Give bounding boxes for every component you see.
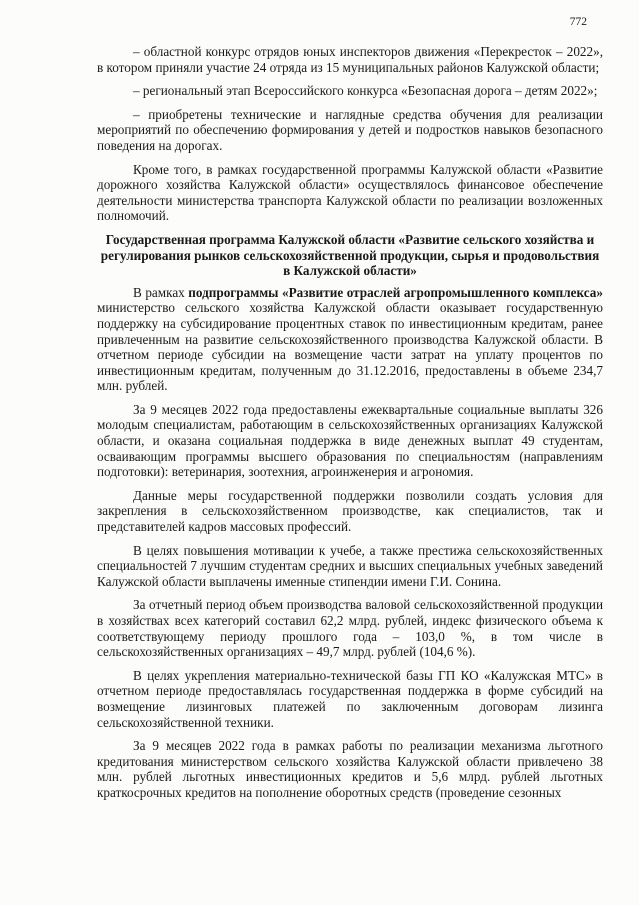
document-body: [97, 44, 603, 809]
page-number: 772: [569, 16, 587, 28]
paragraph-credits: За 9 месяцев 2022 года в рамках работы по реализации механизма льготного кредитования министерством сельского хозяйства Калужской области привлечено 38 млн. рублей льготных инвестиционных кредитов и 5,6 млрд. рублей льготных краткосрочных кредитов на пополнение оборотных средств (проведение сезонных: [97, 738, 603, 800]
paragraph-support-measures: Данные меры государственной поддержки позволили создать условия для закрепления в сельскохозяйственном производстве, как специалистов, так и представителей кадров массовых профессий.: [97, 487, 603, 535]
list-item-safe-road: – региональный этап Всероссийского конкурса «Безопасная дорога – детям 2022»;: [133, 83, 598, 99]
paragraph-mts-support: В целях укрепления материально-технической базы ГП КО «Калужская МТС» в отчетном периоде предоставлялась государственная поддержка в форме субсидий на возмещение лизинговых платежей по заключенным договорам лизинга сельскохозяйственной техники.: [97, 667, 603, 730]
subprogram-title: подпрограммы «Развитие отраслей агропромышленного комплекса»: [188, 284, 603, 300]
list-item-equipment: – приобретены технические и наглядные средства обучения для реализации мероприятий по обеспечению формирования у детей и подростков навыков безопасного поведения на дорогах.: [97, 106, 603, 153]
list-item-competition: – областной конкурс отрядов юных инспекторов движения «Перекресток – 2022», в котором приняли участие 24 отряда из 15 муниципальных районов Калужской области;: [97, 44, 603, 75]
subprogram-text: министерство сельского хозяйства Калужской области оказывает государственную поддержку на субсидирование процентных ставок по инвестиционным кредитам, ранее привлеченным на развитие сельскохозяйственного производства Калужской области. В отчетном периоде субсидии на возмещение части затрат на уплату процентов по инвестиционным кредитам, полученным до 31.12.2016, предоставлены в объеме 234,7 млн. рублей.: [97, 300, 603, 394]
paragraph-social-payments: За 9 месяцев 2022 года предоставлены ежеквартальные социальные выплаты 326 молодым специалистам, работающим в сельскохозяйственных организациях Калужской области, и оказана социальная поддержка в виде денежных выплат 49 студентам, осваивающим программы высшего образования по специальностям (направлениям подготовки): ветеринария, зоотехния, агроинженерия и агрономия.: [97, 401, 603, 480]
subprogram-lead: В рамках: [133, 284, 189, 300]
section-heading: Государственная программа Калужской области «Развитие сельского хозяйства и регулирования рынков сельскохозяйственной продукции, сырья и продовольствия в Калужской области»: [100, 231, 600, 279]
paragraph-road-program: Кроме того, в рамках государственной программы Калужской области «Развитие дорожного хозяйства Калужской области» осуществлялось финансовое обеспечение деятельности министерства транспорта Калужской области по реализации возложенных полномочий.: [97, 161, 603, 224]
paragraph-production-volume: За отчетный период объем производства валовой сельскохозяйственной продукции в хозяйствах всех категорий составил 62,2 млрд. рублей, индекс физического объема к соответствующему периоду прошлого года – 103,0 %, в том числе в сельскохозяйственных организациях – 49,7 млрд. рублей (104,6 %).: [97, 597, 603, 660]
paragraph-subprogram: [97, 285, 603, 394]
paragraph-scholarships: В целях повышения мотивации к учебе, а также престижа сельскохозяйственных специальностей 7 лучшим студентам средних и высших специальных учебных заведений Калужской области выплачены именные стипендии имени Г.И. Сонина.: [97, 542, 603, 589]
